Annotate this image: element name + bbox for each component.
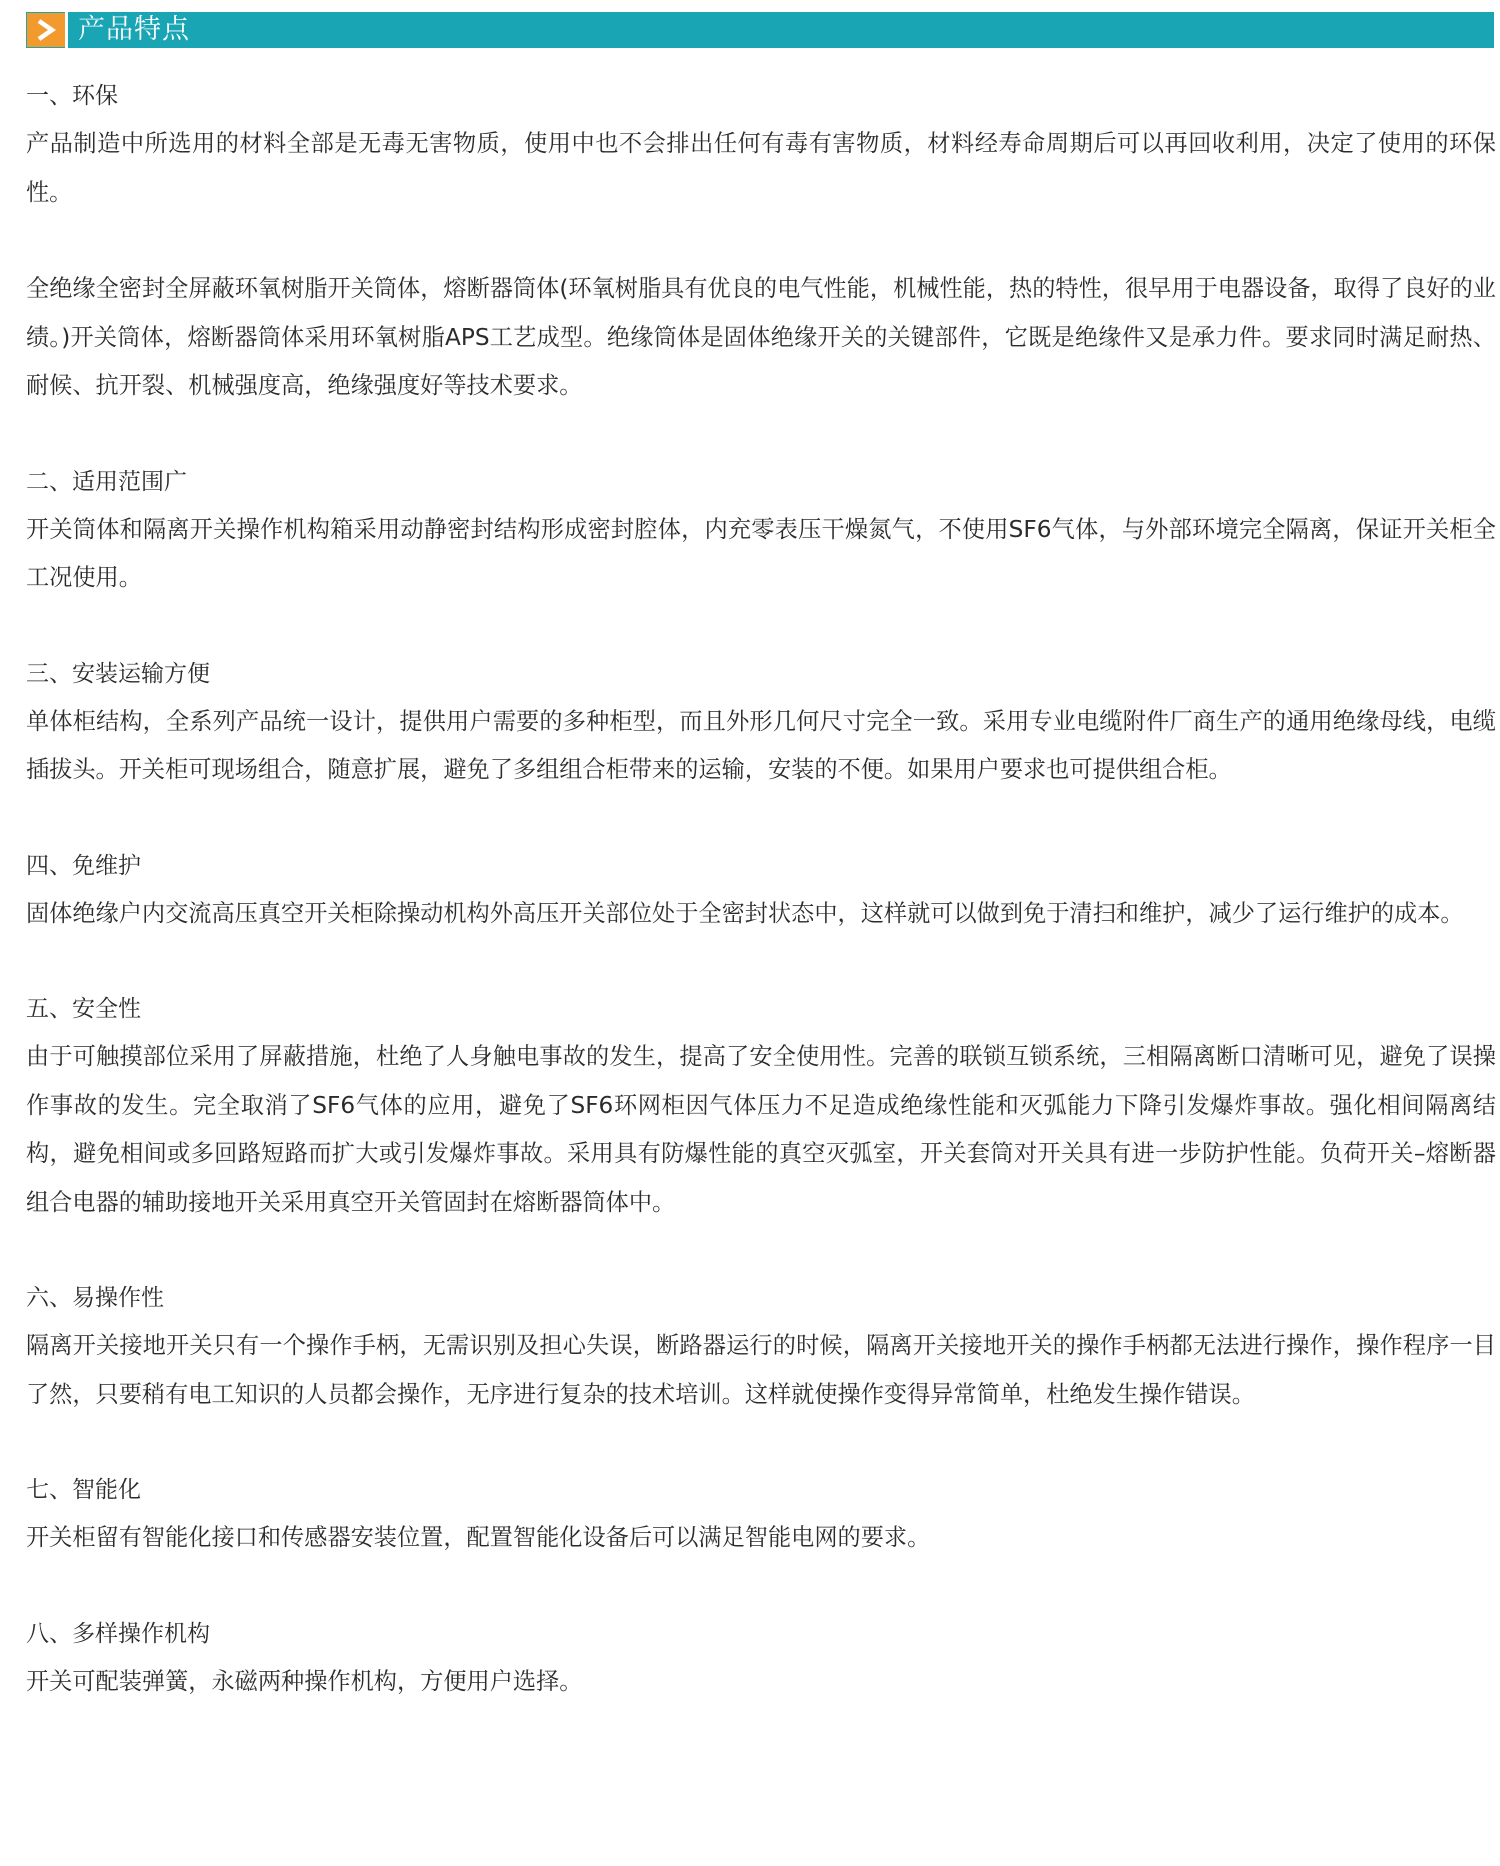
section-paragraph: 隔离开关接地开关只有一个操作手柄，无需识别及担心失误，断路器运行的时候，隔离开关接地开关的操作手柄都无法进行操作，操作程序一目了然，只要稍有电工知识的人员都会操作，无序进行复杂的技术培训。这样就使操作变得异常简单，杜绝发生操作错误。: [26, 1332, 1496, 1408]
feature-section-eco: [26, 72, 1496, 411]
section-header-bar: [26, 12, 1494, 48]
section-paragraph: 由于可触摸部位采用了屏蔽措施，杜绝了人身触电事故的发生，提高了安全使用性。完善的联锁互锁系统，三相隔离断口清晰可见，避免了误操作事故的发生。完全取消了SF6气体的应用，避免了SF6环网柜因气体压力不足造成绝缘性能和灭弧能力下降引发爆炸事故。强化相间隔离结构，避免相间或多回路短路而扩大或引发爆炸事故。采用具有防爆性能的真空灭弧室，开关套筒对开关具有进一步防护性能。负荷开关–熔断器组合电器的辅助接地开关采用真空开关管固封在熔断器筒体中。: [26, 1043, 1496, 1216]
feature-section-easy-operation: [26, 1274, 1496, 1419]
section-heading: 七、智能化: [26, 1477, 141, 1503]
header-title: 产品特点: [78, 14, 190, 45]
section-heading: 四、免维护: [26, 852, 141, 879]
feature-section-installation-transport: [26, 650, 1496, 795]
header-divider: [65, 12, 68, 48]
section-heading: 六、易操作性: [26, 1285, 164, 1311]
section-heading: 五、安全性: [26, 996, 141, 1022]
section-paragraph: 开关柜留有智能化接口和传感器安装位置，配置智能化设备后可以满足智能电网的要求。: [26, 1524, 931, 1551]
section-heading: 三、安装运输方便: [26, 660, 210, 687]
feature-section-safety: [26, 985, 1496, 1227]
section-paragraph: 产品制造中所选用的材料全部是无毒无害物质，使用中也不会排出任何有毒有害物质，材料经寿命周期后可以再回收利用，决定了使用的环保性。: [26, 130, 1496, 206]
section-heading: 二、适用范围广: [26, 468, 187, 495]
feature-section-maintenance-free: [26, 842, 1496, 939]
section-paragraph: 全绝缘全密封全屏蔽环氧树脂开关筒体，熔断器筒体(环氧树脂具有优良的电气性能，机械性能，热的特性，很早用于电器设备，取得了良好的业绩。)开关筒体，熔断器筒体采用环氧树脂APS工艺成型。绝缘筒体是固体绝缘开关的关键部件，它既是绝缘件又是承力件。要求同时满足耐热、耐候、抗开裂、机械强度高，绝缘强度好等技术要求。: [26, 275, 1496, 399]
section-paragraph: 开关筒体和隔离开关操作机构箱采用动静密封结构形成密封腔体，内充零表压干燥氮气，不使用SF6气体，与外部环境完全隔离，保证开关柜全工况使用。: [26, 515, 1496, 591]
feature-section-wide-application: [26, 458, 1496, 603]
section-paragraph: 固体绝缘户内交流高压真空开关柜除操动机构外高压开关部位处于全密封状态中，这样就可以做到免于清扫和维护，减少了运行维护的成本。: [26, 899, 1464, 927]
chevron-right-icon: [35, 18, 57, 42]
header-arrow-box: [27, 13, 65, 47]
feature-section-intelligent: [26, 1466, 1496, 1563]
features-content: [26, 72, 1496, 1753]
section-heading: 一、环保: [26, 83, 118, 109]
feature-section-operating-mechanisms: [26, 1610, 1496, 1707]
section-paragraph: 单体柜结构，全系列产品统一设计，提供用户需要的多种柜型，而且外形几何尺寸完全一致。采用专业电缆附件厂商生产的通用绝缘母线，电缆插拔头。开关柜可现场组合，随意扩展，避免了多组组合柜带来的运输，安装的不便。如果用户要求也可提供组合柜。: [26, 707, 1496, 783]
section-heading: 八、多样操作机构: [26, 1620, 210, 1647]
section-paragraph: 开关可配装弹簧，永磁两种操作机构，方便用户选择。: [26, 1667, 583, 1695]
